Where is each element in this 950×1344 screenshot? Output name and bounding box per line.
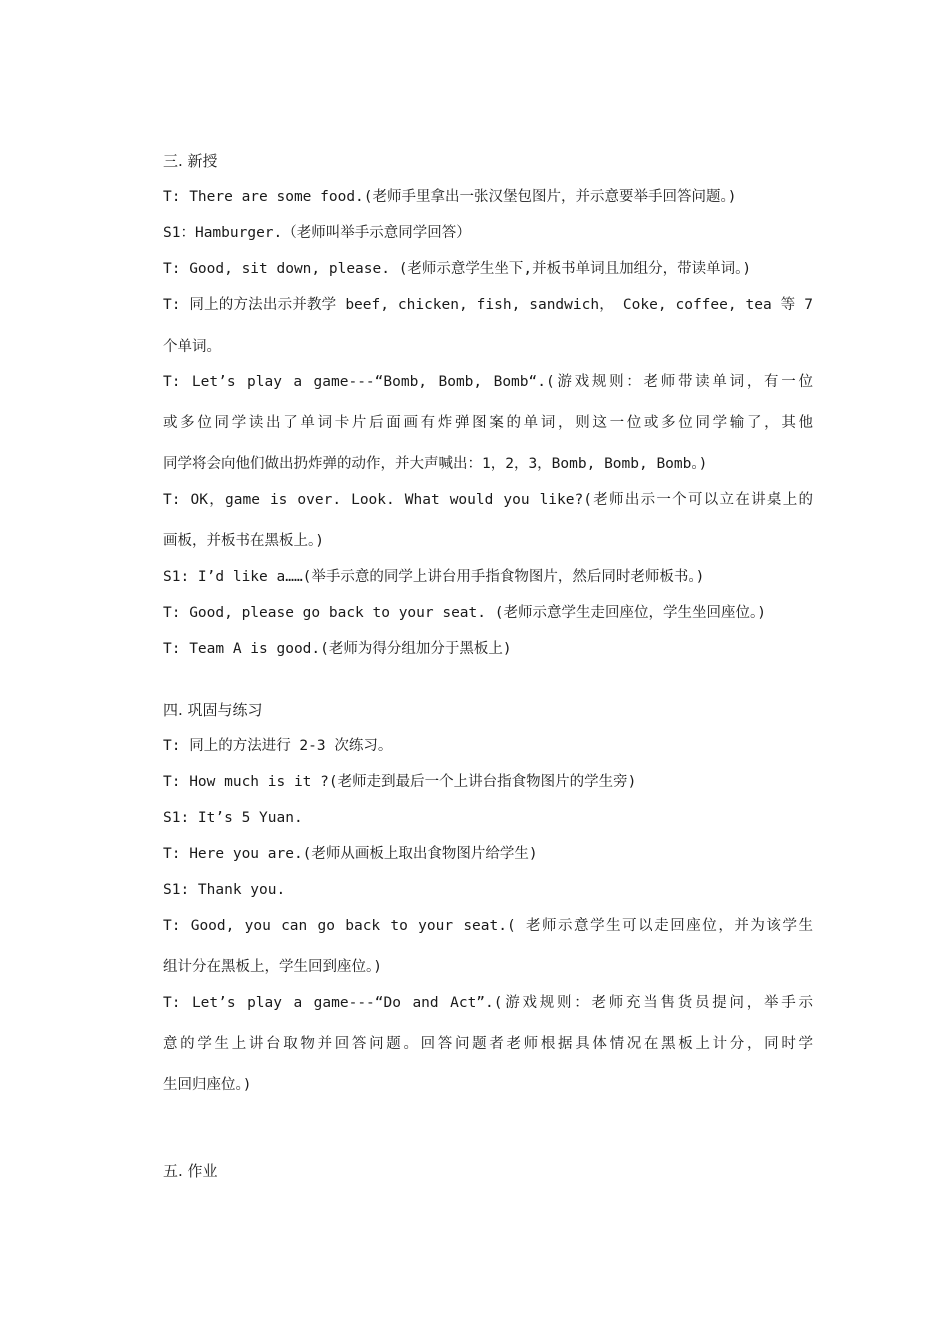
paragraph-line: T: Here you are.(老师从画板上取出食物图片给学生): [163, 846, 538, 862]
paragraph-line: S1: It’s 5 Yuan.: [163, 810, 303, 826]
paragraph-line: T: 同上的方法进行 2-3 次练习。: [163, 738, 393, 754]
paragraph-line: T: Let’s play a game---“Bomb, Bomb, Bomb“.(游戏规则：老师带读单词，有一位: [163, 374, 813, 390]
paragraph-line: T: Good, you can go back to your seat.( 老师示意学生可以走回座位，并为该学生: [163, 918, 813, 934]
paragraph-line: 同学将会向他们做出扔炸弹的动作，并大声喊出：1，2，3，Bomb, Bomb, Bomb。): [163, 456, 708, 472]
paragraph-line: S1: I’d like a……(举手示意的同学上讲台用手指食物图片，然后同时老师板书。): [163, 569, 705, 585]
paragraph-line: 意的学生上讲台取物并回答问题。回答问题者老师根据具体情况在黑板上计分，同时学: [163, 1036, 813, 1052]
paragraph-line: 个单词。: [163, 339, 221, 355]
paragraph-line: T: There are some food.(老师手里拿出一张汉堡包图片，并示意要举手回答问题。): [163, 189, 737, 205]
section-heading-new-teaching: 三. 新授: [163, 152, 218, 170]
paragraph-line: T: Let’s play a game---“Do and Act”.(游戏规则：老师充当售货员提问，举手示: [163, 995, 813, 1011]
paragraph-line: 或多位同学读出了单词卡片后面画有炸弹图案的单词，则这一位或多位同学输了，其他: [163, 415, 813, 431]
paragraph-line: S1：Hamburger.（老师叫举手示意同学回答）: [163, 225, 471, 241]
paragraph-line: T: How much is it ?(老师走到最后一个上讲台指食物图片的学生旁): [163, 774, 637, 790]
paragraph-line: 画板，并板书在黑板上。): [163, 533, 324, 549]
paragraph-line: S1: Thank you.: [163, 882, 286, 898]
paragraph-line: T: OK，game is over. Look. What would you like?(老师出示一个可以立在讲桌上的: [163, 492, 813, 508]
paragraph-line: 生回归座位。): [163, 1077, 252, 1093]
paragraph-line: T: Team A is good.(老师为得分组加分于黑板上): [163, 641, 512, 657]
paragraph-line: T: Good, sit down, please. (老师示意学生坐下,并板书单词且加组分，带读单词。): [163, 261, 752, 277]
paragraph-line: T: 同上的方法出示并教学 beef, chicken, fish, sandwich， Coke, coffee, tea 等 7: [163, 297, 813, 313]
section-heading-consolidation-practice: 四. 巩固与练习: [163, 701, 263, 719]
paragraph-line: T: Good, please go back to your seat. (老师示意学生走回座位，学生坐回座位。): [163, 605, 766, 621]
paragraph-line: 组计分在黑板上，学生回到座位。): [163, 959, 382, 975]
section-heading-homework: 五. 作业: [163, 1162, 218, 1180]
